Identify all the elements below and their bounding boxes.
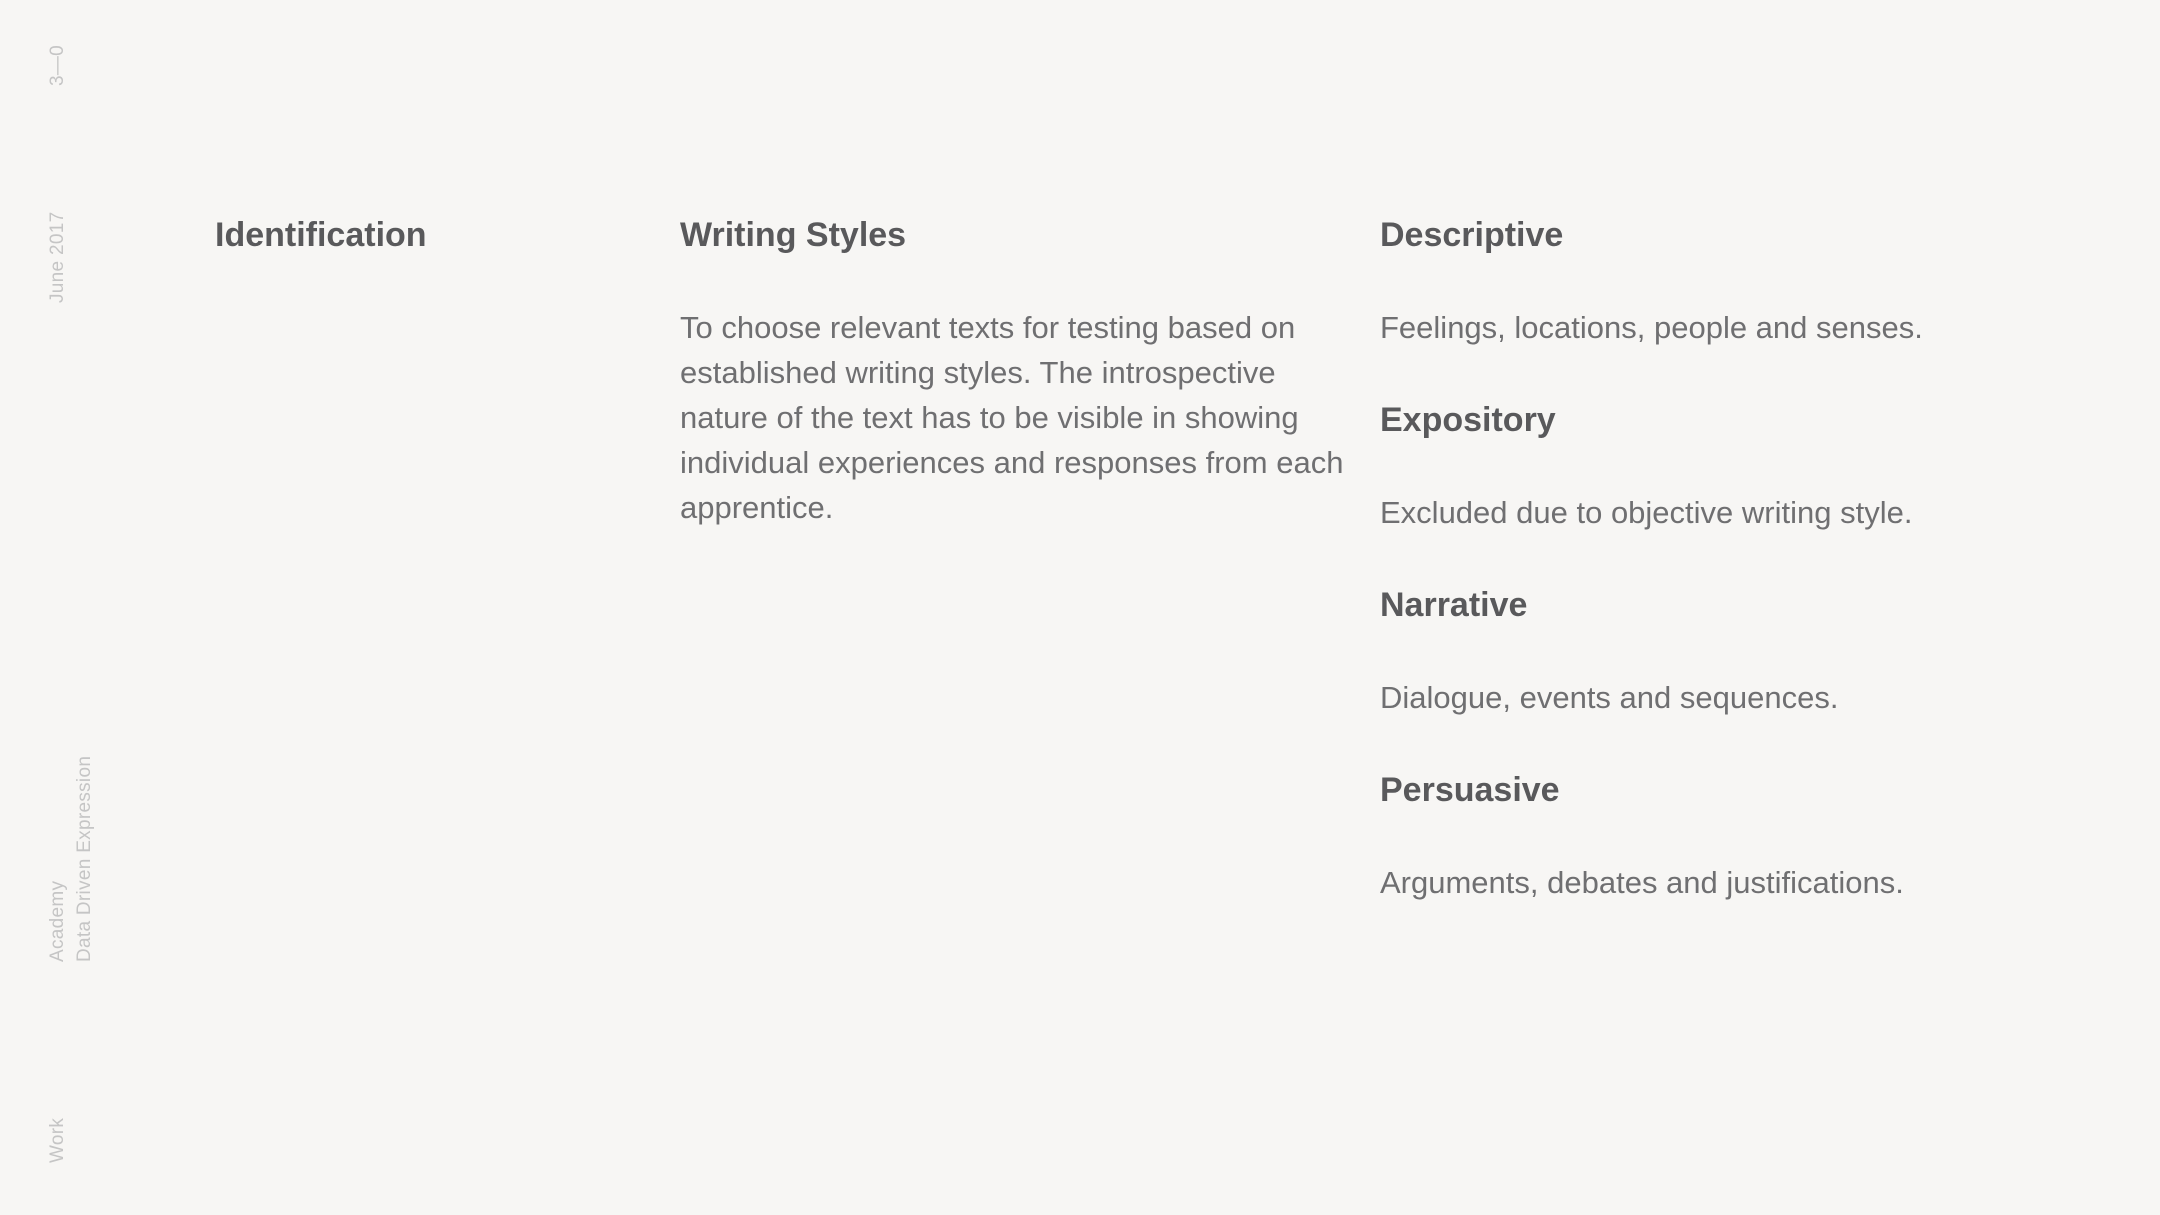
narrative-heading: Narrative [1380,586,1528,624]
identification-heading: Identification [215,216,427,254]
column-identification [215,215,645,305]
rail-section-label: Work [47,1117,68,1163]
persuasive-description: Arguments, debates and justifications. [1380,865,1904,900]
writing-styles-description: To choose relevant texts for testing based on established writing styles. The introspective nature of the text has to be visible in showing individual experiences and responses from each apprentice. [680,310,1344,525]
rail-project-line1: Academy [47,880,68,962]
expository-heading: Expository [1380,401,1556,439]
expository-description: Excluded due to objective writing style. [1380,495,1913,530]
rail-date-label: June 2017 [47,211,68,303]
rail-issue-label: 3—0 [47,44,68,86]
narrative-description: Dialogue, events and sequences. [1380,680,1839,715]
style-entry-narrative [1380,585,2070,720]
style-entry-persuasive [1380,770,2070,905]
descriptive-description: Feelings, locations, people and senses. [1380,310,1923,345]
column-writing-styles [680,215,1352,580]
descriptive-heading: Descriptive [1380,216,1564,254]
column-style-list [1380,215,2070,955]
rail-project-line2: Data Driven Expression [74,755,95,962]
rail-project-label [44,756,98,962]
style-entry-expository [1380,400,2070,535]
persuasive-heading: Persuasive [1380,771,1560,809]
style-entry-descriptive [1380,215,2070,350]
writing-styles-heading: Writing Styles [680,216,907,254]
